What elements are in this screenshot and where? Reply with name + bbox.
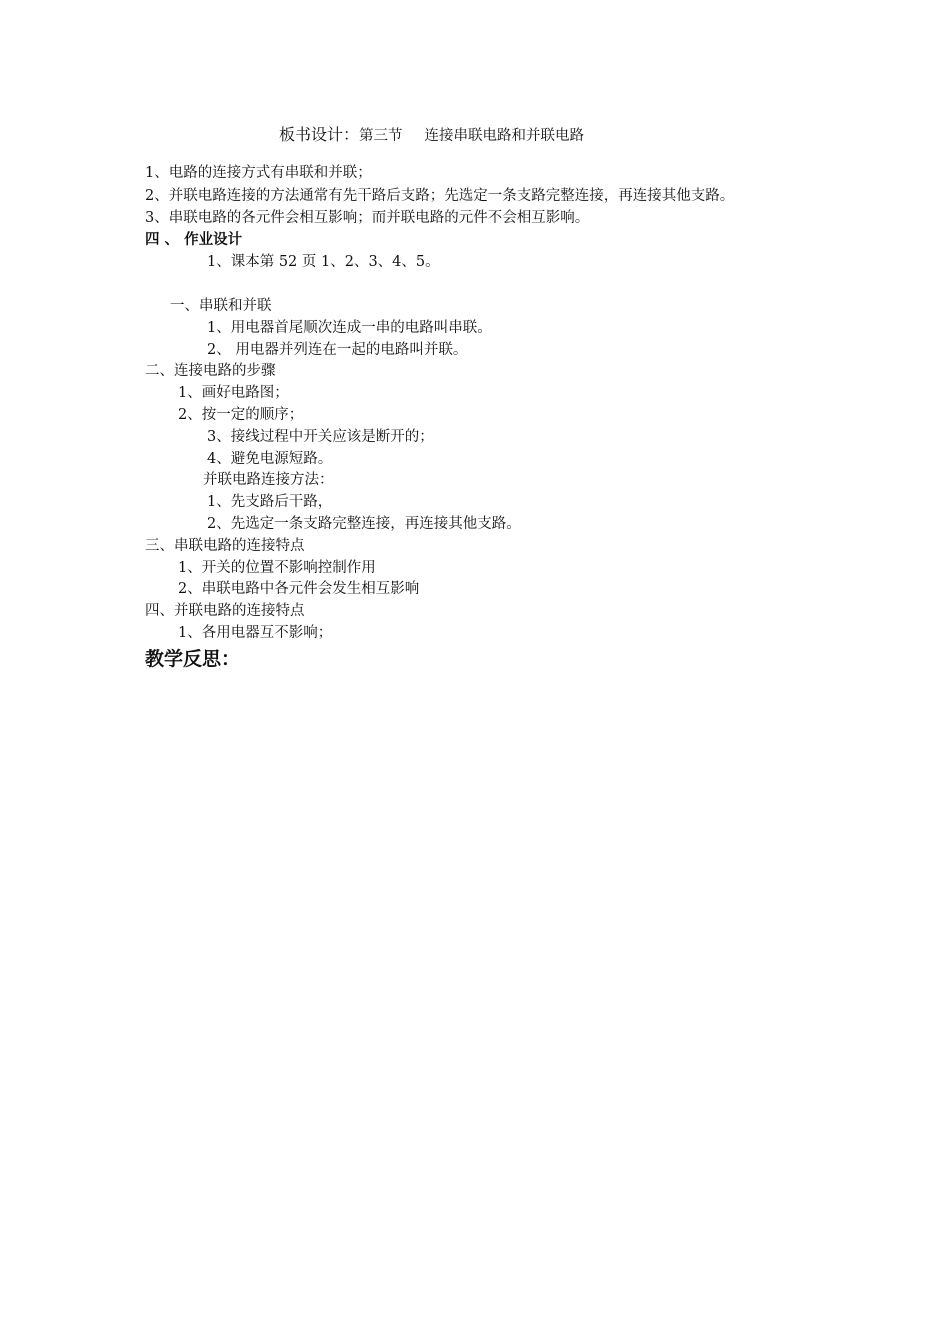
summary-line-2: 2、并联电路连接的方法通常有先干路后支路；先选定一条支路完整连接，再连接其他支路。 [145, 188, 735, 204]
section-2-sub-item: 1、先支路后干路， [207, 494, 333, 510]
section-2-item: 2、按一定的顺序； [178, 407, 304, 423]
reflection-heading: 教学反思： [145, 648, 241, 670]
section-2-sub-item: 2、先选定一条支路完整连接，再连接其他支路。 [207, 516, 521, 532]
summary-line-3: 3、串联电路的各元件会相互影响；而并联电路的元件不会相互影响。 [145, 210, 590, 226]
section-3-item: 2、串联电路中各元件会发生相互影响 [178, 581, 420, 597]
section-3-item: 1、开关的位置不影响控制作用 [178, 560, 376, 576]
homework-heading: 四 、 作业设计 [145, 232, 243, 248]
section-2-heading: 二、连接电路的步骤 [145, 363, 276, 379]
section-1-item: 2、 用电器并列连在一起的电路叫并联。 [207, 342, 468, 358]
homework-item: 1、课本第 52 页 1、2、3、4、5。 [207, 254, 440, 270]
summary-line-1: 1、电路的连接方式有串联和并联； [145, 165, 372, 181]
section-4-item: 1、各用电器互不影响； [178, 625, 333, 641]
section-2-item: 4、避免电源短路。 [207, 451, 333, 467]
section-4-heading: 四、并联电路的连接特点 [145, 603, 305, 619]
section-2-sub-heading: 并联电路连接方法： [203, 472, 334, 488]
title-prefix: 板书设计： [279, 125, 360, 144]
section-1-item: 1、用电器首尾顺次连成一串的电路叫串联。 [207, 320, 492, 336]
section-1-heading: 一、串联和并联 [170, 298, 272, 314]
section-2-item: 3、接线过程中开关应该是断开的； [207, 429, 434, 445]
title-topic: 连接串联电路和并联电路 [424, 128, 585, 144]
section-3-heading: 三、串联电路的连接特点 [145, 538, 305, 554]
section-2-item: 1、画好电路图； [178, 385, 289, 401]
page-title [279, 124, 584, 147]
title-section: 第三节 [359, 128, 403, 144]
